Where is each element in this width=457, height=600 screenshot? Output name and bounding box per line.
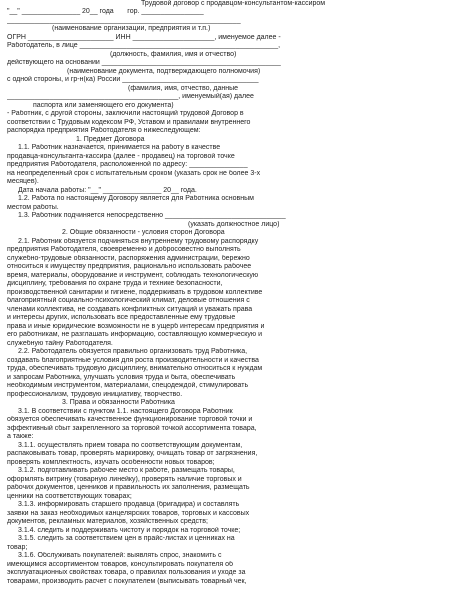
document-line: предприятия Работодателя, расположенной по адресу: _______________ xyxy=(7,161,248,168)
section-heading: 2. Общие обязанности - условия сторон Договора xyxy=(62,229,225,236)
document-line: обязуется обеспечивать качественное функционирование торговой точки и xyxy=(7,416,253,423)
document-line: 3.1.5. следить за соответствием цен в прайс-листах и ценниках на xyxy=(18,535,235,542)
document-line: имеющимся ассортиментом товаров, консультировать покупателя об xyxy=(7,561,233,568)
document-line: 1.2. Работа по настоящему Договору является для Работника основным xyxy=(18,195,254,202)
section-heading: 3. Права и обязанности Работника xyxy=(62,399,175,406)
document-line: соответствии с Трудовым кодексом РФ, Уставом и правилами внутреннего xyxy=(7,119,251,126)
document-line: распаковывать товар, проверять маркировку, очищать товар от загрязнения, xyxy=(7,450,258,457)
document-line: (указать должностное лицо) xyxy=(188,221,280,228)
document-line: эксплуатационных свойствах товара, о правилах пользования и уходе за xyxy=(7,569,246,576)
document-line: ОГРН ______________________ ИНН _____________________, именуемое далее - xyxy=(7,34,281,41)
document-line: права и иные юридические возможности не в ущерб интересам предприятия и xyxy=(7,323,265,330)
document-line: и запросам Работника, улучшать условия труда и быта, обеспечивать xyxy=(7,374,236,381)
document-line: Работодатель, в лице ___________________________________________________, xyxy=(7,42,281,49)
document-line: (должность, фамилия, имя и отчество) xyxy=(110,51,237,58)
document-line: предприятия Работодателя, своевременно и добросовестно выполнять xyxy=(7,246,241,253)
document-line: Дата начала работы: "__" _______________ 20__ года. xyxy=(18,187,197,194)
document-line: (наименование документа, подтверждающего полномочия) xyxy=(67,68,261,75)
document-line: товар; xyxy=(7,544,28,551)
document-line: необходимым инструментом, материалами, спецодеждой, стимулировать xyxy=(7,382,249,389)
document-line: 1.3. Работник подчиняется непосредственно _______________________________ xyxy=(18,212,286,219)
document-line: действующего на основании ______________________________________________ xyxy=(7,59,281,66)
document-line: 2.2. Работодатель обязуется правильно организовать труд Работника, xyxy=(18,348,248,355)
document-line: 2.1. Работник обязуется подчиняться внутреннему трудовому распорядку xyxy=(18,238,259,245)
document-line: 3.1. В соответствии с пунктом 1.1. настоящего Договора Работник xyxy=(18,408,233,415)
document-line: благоприятный социально-психологический климат, деловые отношения с xyxy=(7,297,250,304)
document-line: оформлять витрину (товарную линейку), проверять наличие торговых и xyxy=(7,476,242,483)
document-line: эффективный сбыт закрепленного за торговой точкой ассортимента товара, xyxy=(7,425,257,432)
document-line: ____________________________________________________________ xyxy=(7,17,241,24)
document-line: продавца-консультанта-кассира (далее - продавец) на торговой точке xyxy=(7,153,235,160)
document-line: 3.1.6. Обслуживать покупателей: выявлять спрос, знакомить с xyxy=(18,552,222,559)
document-line: документов, рекламных материалов, хозяйственных средств; xyxy=(7,518,208,525)
document-line: его работникам, не разглашать информацию, составляющую коммерческую и xyxy=(7,331,262,338)
document-line: товарами, производить расчет с покупателем (выписывать товарный чек, xyxy=(7,578,247,585)
document-line: производственной санитарии и гигиене, поддерживать в трудовом коллективе xyxy=(7,289,263,296)
document-line: служебную тайну Работодателя. xyxy=(7,340,113,347)
document-line: с одной стороны, и гр-н(ка) России ___________________________________ xyxy=(7,76,259,83)
document-line: и интересы других, использовать все предоставленные ему трудовые xyxy=(7,314,236,321)
document-line: рабочих документов, ценников и правильность их заполнения, размещать xyxy=(7,484,250,491)
document-line: - Работник, с другой стороны, заключили настоящий трудовой Договор в xyxy=(7,110,244,117)
document-line: ценники на соответствующих товарах; xyxy=(7,493,132,500)
document-line: профессионализм, трудовую инициативу, творчество. xyxy=(7,391,183,398)
document-line: труда, обеспечивать трудовую дисциплину, внимательно относиться к нуждам xyxy=(7,365,263,372)
document-line: ____________________________________________, именуемый(ая) далее xyxy=(7,93,254,100)
document-line: 3.1.4. следить и поддерживать чистоту и порядок на торговой точке; xyxy=(18,527,241,534)
document-line: создавать благоприятные условия для роста производительности и качества xyxy=(7,357,259,364)
section-heading: 1. Предмет Договора xyxy=(76,136,145,143)
document-line: (наименование организации, предприятия и т.п.) xyxy=(52,25,211,32)
document-line: членами коллектива, не создавать конфликтных ситуаций и уважать права xyxy=(7,306,253,313)
document-line: распорядка предприятия Работодателя о нижеследующем: xyxy=(7,127,201,134)
document-line: относиться к имуществу предприятия, рационально использовать рабочее xyxy=(7,263,252,270)
document-line: 3.1.1. осуществлять прием товара по соответствующим документам, xyxy=(18,442,243,449)
document-line: месяцев). xyxy=(7,178,39,185)
document-line: служебно-трудовые обязанности, распоряжения администрации, бережно xyxy=(7,255,250,262)
document-line: дисциплину, требования по охране труда и технике безопасности, xyxy=(7,280,223,287)
document-line: время, материалы, оборудование и инструмент, соблюдать технологическую xyxy=(7,272,259,279)
document-line: на неопределенный срок с испытательным сроком (указать срок не более 3-х xyxy=(7,170,261,177)
document-line: 1.1. Работник назначается, принимается на работу в качестве xyxy=(18,144,221,151)
document-line: проверять комплектность, изучать особенности новых товаров; xyxy=(7,459,215,466)
document-title: Трудовой договор с продавцом-консультантом-кассиром xyxy=(141,0,326,7)
document-line: а также: xyxy=(7,433,34,440)
document-line: 3.1.2. подготавливать рабочее место к работе, размещать товары, xyxy=(18,467,235,474)
document-line: 3.1.3. информировать старшего продавца (бригадира) и составлять xyxy=(18,501,240,508)
document-line: заявки на заказ необходимых канцелярских товаров, торговых и кассовых xyxy=(7,510,250,517)
document-line: местом работы. xyxy=(7,204,59,211)
document-line: паспорта или заменяющего его документа) xyxy=(33,102,174,109)
document-line: "__" _______________ 20__ года гор. ________________ xyxy=(7,8,204,15)
document-line: (фамилия, имя, отчество, данные xyxy=(128,85,239,92)
